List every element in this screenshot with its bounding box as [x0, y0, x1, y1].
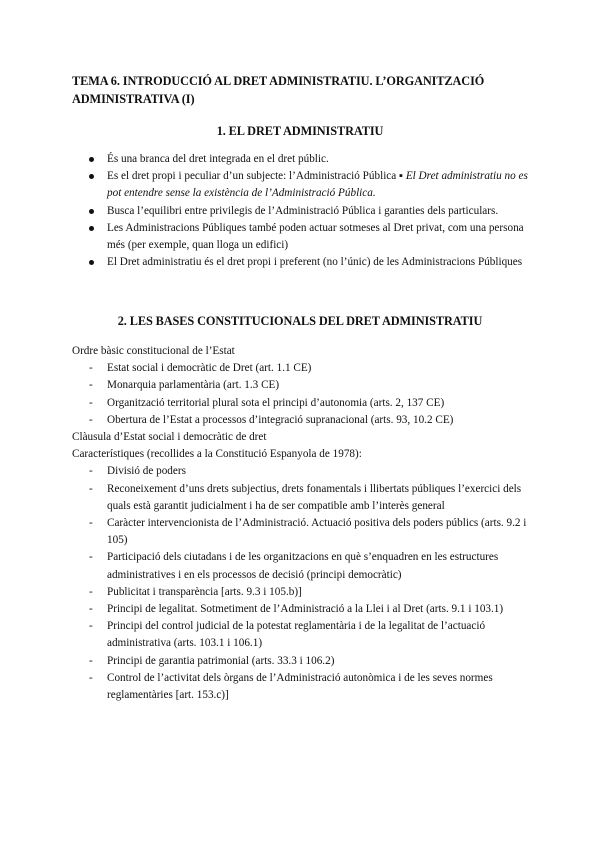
- section-2-heading: 2. LES BASES CONSTITUCIONALS DEL DRET ADMINISTRATIU: [117, 314, 483, 328]
- list-item-text: Publicitat i transparència [arts. 9.3 i 105.b)]: [107, 585, 302, 598]
- list-item-text: Principi de legalitat. Sotmetiment de l’Administració a la Llei i al Dret (arts. 9.1 i 103.1): [107, 603, 504, 616]
- dash-icon: -: [89, 413, 93, 426]
- caracteristiques-list: [72, 463, 542, 704]
- dash-icon: -: [89, 654, 93, 667]
- section-2-body: [72, 343, 542, 704]
- ordre-list: [72, 360, 542, 429]
- list-item: [72, 601, 542, 618]
- bullet-text: El Dret administratiu és el dret propi i preferent (no l’únic) de les Administracions Públiques: [107, 256, 523, 269]
- dash-icon: -: [89, 671, 93, 684]
- list-item: [72, 360, 542, 377]
- list-item-text: Control de l’activitat dels òrgans de l’Administració autonòmica i de les seves normes reglamentàries [art. 153.c)]: [107, 671, 493, 702]
- list-item: [72, 653, 542, 670]
- bullet-text: És una branca del dret integrada en el dret públic.: [107, 153, 329, 165]
- list-item: [72, 515, 542, 549]
- dash-icon: -: [89, 379, 93, 392]
- bullet-text: Es el dret propi i peculiar d’un subjecte: l’Administració Pública ▪: [107, 170, 406, 183]
- list-item: [72, 395, 542, 412]
- document-title: TEMA 6. INTRODUCCIÓ AL DRET ADMINISTRATIU. L’ORGANITZACIÓ ADMINISTRATIVA (I): [72, 74, 485, 106]
- bullet-dot-icon: [89, 260, 94, 265]
- list-item-text: Monarquia parlamentària (art. 1.3 CE): [107, 379, 280, 392]
- caracteristiques-label: Característiques (recollides a la Constitució Espanyola de 1978):: [72, 448, 362, 461]
- dash-icon: -: [89, 551, 93, 564]
- list-item-text: Estat social i democràtic de Dret (art. 1.1 CE): [107, 362, 312, 375]
- list-item: [72, 618, 542, 652]
- dash-icon: -: [89, 620, 93, 633]
- dash-icon: -: [89, 585, 93, 598]
- list-item-text: Obertura de l’Estat a processos d’integració supranacional (arts. 93, 10.2 CE): [107, 413, 454, 426]
- list-item: [72, 463, 542, 480]
- list-item-text: Divisió de poders: [107, 465, 186, 478]
- list-item-text: Reconeixement d’uns drets subjectius, drets fonamentals i llibertats públiques l’exercici dels quals està garantit judicialment i ha de ser compatible amb l’interès general: [107, 482, 522, 512]
- bullet-italic-text: El Dret administratiu no es pot entendre sense la existència de l’Administració Pública.: [107, 170, 528, 200]
- list-item-text: Organització territorial plural sota el principi d’autonomia (arts. 2, 137 CE): [107, 396, 445, 409]
- list-item: [72, 549, 542, 583]
- list-item: [72, 377, 542, 394]
- bullet-dot-icon: [89, 226, 94, 231]
- clausula-label: Clàusula d’Estat social i democràtic de dret: [72, 431, 267, 444]
- bullet-dot-icon: [89, 157, 94, 162]
- list-item: [72, 481, 542, 515]
- list-item-text: Participació dels ciutadans i de les organitzacions en què s’enquadren en les estructures administratives i en els processos de decisió (principi democràtic): [107, 551, 499, 581]
- list-item: [72, 412, 542, 429]
- bullet-dot-icon: [89, 174, 94, 179]
- dash-icon: -: [89, 603, 93, 616]
- list-item: [72, 584, 542, 601]
- bullet-text: Busca l’equilibri entre privilegis de l’Administració Pública i garanties dels particulars.: [107, 204, 499, 217]
- list-item-text: Principi de garantia patrimonial (arts. 33.3 i 106.2): [107, 654, 335, 667]
- dash-icon: -: [89, 482, 93, 495]
- section-1-bullet-list: [72, 151, 542, 271]
- list-item: [72, 670, 542, 704]
- bullet-item: [72, 203, 542, 220]
- dash-icon: -: [89, 362, 93, 375]
- bullet-item: [72, 254, 542, 271]
- list-item-text: Principi del control judicial de la potestat reglamentària i de la legalitat de l’actuació administrativa (arts. 103.1 i 106.1): [107, 620, 486, 650]
- bullet-item: [72, 168, 542, 202]
- dash-icon: -: [89, 517, 93, 530]
- list-item-text: Caràcter intervencionista de l’Administració. Actuació positiva dels poders públics (arts. 9.2 i 105): [107, 517, 527, 547]
- section-1-heading: 1. EL DRET ADMINISTRATIU: [216, 124, 384, 138]
- bullet-item: [72, 220, 542, 254]
- bullet-text: Les Administracions Públiques també poden actuar sotmeses al Dret privat, com una persona més (per exemple, quan lloga un edifici): [107, 221, 524, 252]
- ordre-label: Ordre bàsic constitucional de l’Estat: [72, 345, 235, 357]
- dash-icon: -: [89, 396, 93, 409]
- bullet-dot-icon: [89, 209, 94, 214]
- dash-icon: -: [89, 465, 93, 478]
- bullet-item: [72, 151, 542, 168]
